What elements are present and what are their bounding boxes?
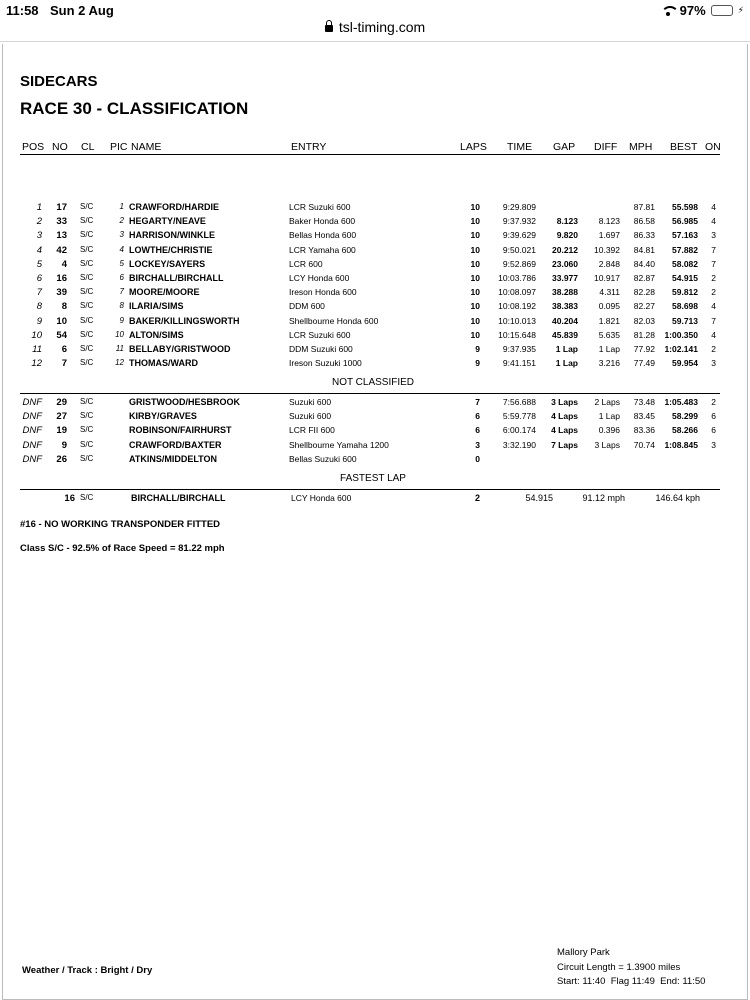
cell-pos: 4 <box>36 244 42 256</box>
header-time: TIME <box>507 141 533 153</box>
cell-mph: 82.03 <box>633 315 655 326</box>
fastest-lap-no: 16 <box>64 493 75 504</box>
note-transponder: #16 - NO WORKING TRANSPONDER FITTED <box>20 519 221 530</box>
cell-gap: 33.977 <box>552 273 578 283</box>
cell-gap: 20.212 <box>552 244 578 255</box>
cell-pos: 2 <box>36 216 42 228</box>
fastest-lap-number: 2 <box>474 493 480 503</box>
cell-name: ILARIA/SIMS <box>129 301 184 312</box>
header-mph: MPH <box>629 141 653 153</box>
cell-pic: 8 <box>119 301 124 311</box>
charging-icon: ⚡ <box>737 5 744 15</box>
cell-name: BELLABY/GRISTWOOD <box>129 344 231 354</box>
cell-gap: 1 Lap <box>555 344 578 354</box>
cell-laps: 10 <box>470 216 480 227</box>
cell-no: 19 <box>56 425 67 437</box>
cell-entry: Bellas Suzuki 600 <box>289 453 357 464</box>
cell-entry: DDM 600 <box>289 301 325 312</box>
cell-best: 58.266 <box>672 425 698 436</box>
table-row <box>0 230 746 244</box>
cell-cl: S/C <box>80 411 94 421</box>
cell-best: 59.812 <box>672 287 698 298</box>
cell-laps: 10 <box>470 329 480 340</box>
cell-best: 58.698 <box>672 301 698 312</box>
cell-mph: 82.87 <box>633 273 655 283</box>
cell-entry: Baker Honda 600 <box>289 216 356 227</box>
cell-mph: 73.48 <box>633 397 655 407</box>
header-laps: LAPS <box>460 141 487 153</box>
cell-laps: 10 <box>470 287 480 298</box>
cell-cl: S/C <box>80 344 94 353</box>
cell-cl: S/C <box>80 230 94 240</box>
cell-cl: S/C <box>80 453 94 463</box>
cell-pic: 6 <box>119 273 124 282</box>
cell-no: 29 <box>56 397 67 408</box>
cell-cl: S/C <box>80 216 94 226</box>
cell-cl: S/C <box>80 287 94 297</box>
cell-mph: 84.40 <box>633 258 655 269</box>
cell-entry: Shellbourne Honda 600 <box>289 315 379 326</box>
cell-mph: 77.92 <box>633 344 655 354</box>
cell-laps: 10 <box>470 244 480 255</box>
cell-name: LOCKEY/SAYERS <box>129 258 206 269</box>
date: Sun 2 Aug <box>50 3 114 18</box>
cell-diff: 0.095 <box>598 301 620 312</box>
cell-entry: LCR Suzuki 600 <box>289 329 351 340</box>
table-row <box>0 344 746 358</box>
cell-laps: 9 <box>475 358 480 369</box>
cell-laps: 10 <box>470 315 480 326</box>
cell-diff: 1 Lap <box>598 344 620 354</box>
cell-pos: 3 <box>36 230 42 242</box>
cell-gap: 3 Laps <box>551 397 578 407</box>
fastest-lap-divider <box>20 489 720 490</box>
cell-gap: 38.383 <box>552 301 578 312</box>
cell-on: 3 <box>711 439 716 450</box>
table-row <box>0 397 746 411</box>
cell-name: ALTON/SIMS <box>129 329 184 340</box>
cell-time: 9:50.021 <box>502 244 536 255</box>
cell-diff: 1.697 <box>598 230 620 241</box>
cell-on: 3 <box>711 358 716 369</box>
cell-pic: 4 <box>119 244 124 254</box>
cell-cl: S/C <box>80 202 94 211</box>
cell-cl: S/C <box>80 397 94 406</box>
fastest-lap-kph: 146.64 kph <box>655 493 700 503</box>
browser-status-bar <box>0 0 750 42</box>
cell-pos: 10 <box>31 329 42 341</box>
cell-best: 59.954 <box>672 358 698 369</box>
header-pos: POS <box>22 141 45 153</box>
cell-diff: 2 Laps <box>594 397 620 407</box>
cell-cl: S/C <box>80 329 94 339</box>
cell-gap: 40.204 <box>552 315 578 326</box>
cell-name: HARRISON/WINKLE <box>129 230 215 241</box>
cell-pic: 11 <box>115 344 124 353</box>
cell-no: 17 <box>56 202 67 213</box>
cell-name: ATKINS/MIDDELTON <box>129 453 217 464</box>
cell-entry: DDM Suzuki 600 <box>289 344 353 354</box>
cell-gap: 9.820 <box>556 230 578 241</box>
cell-laps: 0 <box>475 453 480 464</box>
cell-name: THOMAS/WARD <box>129 358 198 369</box>
cell-best: 1:02.141 <box>664 344 698 354</box>
table-row <box>0 411 746 425</box>
battery-icon <box>711 5 733 16</box>
cell-entry: Bellas Honda 600 <box>289 230 357 241</box>
cell-diff: 3 Laps <box>594 439 620 450</box>
table-row <box>0 273 746 287</box>
cell-name: BIRCHALL/BIRCHALL <box>129 273 224 283</box>
cell-no: 26 <box>56 453 67 465</box>
cell-gap: 4 Laps <box>551 411 578 422</box>
cell-on: 4 <box>711 202 716 212</box>
cell-gap: 4 Laps <box>551 425 578 436</box>
cell-on: 7 <box>711 258 716 269</box>
header-name: NAME <box>131 141 162 153</box>
cell-mph: 83.45 <box>633 411 655 422</box>
cell-pos: 6 <box>36 273 42 284</box>
cell-pic: 3 <box>119 230 124 240</box>
battery-percent: 97% <box>679 3 706 18</box>
table-row <box>0 202 746 216</box>
cell-cl: S/C <box>80 301 94 311</box>
fastest-lap-heading: FASTEST LAP <box>340 473 406 484</box>
session-times: Start: 11:40 Flag 11:49 End: 11:50 <box>557 976 706 987</box>
cell-on: 2 <box>711 287 716 298</box>
header-entry: ENTRY <box>291 141 327 153</box>
cell-mph: 86.33 <box>633 230 655 241</box>
cell-diff: 0.396 <box>598 425 620 436</box>
cell-pic: 5 <box>119 258 124 268</box>
cell-diff: 5.635 <box>598 329 620 340</box>
cell-diff: 3.216 <box>598 358 620 369</box>
cell-no: 42 <box>56 244 67 256</box>
cell-on: 6 <box>711 425 716 436</box>
cell-pos: DNF <box>22 439 42 451</box>
fastest-lap-class: S/C <box>80 493 94 502</box>
cell-entry: LCR 600 <box>289 258 323 269</box>
cell-no: 16 <box>56 273 67 284</box>
cell-time: 10:03.786 <box>498 273 536 283</box>
cell-laps: 10 <box>470 258 480 269</box>
note-race-speed: Class S/C - 92.5% of Race Speed = 81.22 mph <box>20 543 225 554</box>
system-indicators <box>661 3 744 18</box>
cell-diff: 1.821 <box>598 315 620 326</box>
cell-entry: LCY Honda 600 <box>289 273 350 283</box>
cell-name: CRAWFORD/HARDIE <box>129 202 219 212</box>
header-diff: DIFF <box>594 141 618 153</box>
cell-diff: 2.848 <box>598 258 620 269</box>
cell-time: 9:39.629 <box>502 230 536 241</box>
cell-cl: S/C <box>80 439 94 449</box>
cell-no: 10 <box>56 315 67 327</box>
cell-best: 58.299 <box>672 411 698 422</box>
cell-cl: S/C <box>80 258 94 268</box>
table-row <box>0 216 746 230</box>
cell-pic: 10 <box>115 329 124 339</box>
cell-laps: 6 <box>475 411 480 422</box>
cell-time: 9:52.869 <box>502 258 536 269</box>
cell-best: 59.713 <box>672 315 698 326</box>
cell-on: 2 <box>711 344 716 354</box>
cell-gap: 1 Lap <box>555 358 578 369</box>
cell-best: 57.882 <box>672 244 698 255</box>
cell-pos: DNF <box>22 411 42 423</box>
cell-no: 54 <box>56 329 67 341</box>
cell-laps: 10 <box>470 202 480 212</box>
cell-best: 54.915 <box>672 273 698 283</box>
cell-time: 9:29.809 <box>502 202 536 212</box>
cell-entry: Suzuki 600 <box>289 397 332 407</box>
cell-pic: 2 <box>119 216 124 226</box>
cell-cl: S/C <box>80 273 94 282</box>
cell-mph: 82.28 <box>633 287 655 298</box>
cell-mph: 70.74 <box>633 439 655 450</box>
cell-on: 6 <box>711 411 716 422</box>
cell-time: 5:59.778 <box>502 411 536 422</box>
cell-mph: 86.58 <box>633 216 655 227</box>
cell-laps: 3 <box>475 439 480 450</box>
cell-no: 4 <box>61 258 67 270</box>
url-text: tsl-timing.com <box>338 19 426 35</box>
cell-time: 9:41.151 <box>502 358 536 369</box>
cell-gap: 23.060 <box>552 258 578 269</box>
cell-entry: LCR Yamaha 600 <box>289 244 356 255</box>
header-divider <box>20 154 720 155</box>
cell-on: 4 <box>711 216 716 227</box>
cell-pos: DNF <box>22 397 42 408</box>
cell-time: 6:00.174 <box>502 425 536 436</box>
cell-time: 3:32.190 <box>502 439 536 450</box>
cell-mph: 84.81 <box>633 244 655 255</box>
cell-name: HEGARTY/NEAVE <box>129 216 206 227</box>
cell-best: 57.163 <box>672 230 698 241</box>
cell-entry: LCR FII 600 <box>289 425 335 436</box>
table-row <box>0 259 746 273</box>
cell-pos: 7 <box>36 287 42 299</box>
table-row <box>0 454 746 468</box>
table-row <box>0 330 746 344</box>
cell-entry: LCR Suzuki 600 <box>289 202 351 212</box>
cell-no: 9 <box>61 439 67 451</box>
table-row <box>0 245 746 259</box>
cell-pos: 12 <box>31 358 42 370</box>
cell-on: 2 <box>711 273 716 283</box>
cell-pos: 11 <box>32 344 42 355</box>
cell-pic: 9 <box>119 315 124 325</box>
table-row <box>0 316 746 330</box>
cell-laps: 9 <box>475 344 480 354</box>
cell-mph: 87.81 <box>633 202 655 212</box>
cell-time: 10:08.097 <box>498 287 536 298</box>
cell-diff: 10.917 <box>594 273 620 283</box>
cell-best: 1:08.845 <box>664 439 698 450</box>
not-classified-heading: NOT CLASSIFIED <box>331 377 415 388</box>
cell-laps: 7 <box>475 397 480 407</box>
fastest-lap-mph: 91.12 mph <box>582 493 625 503</box>
wifi-icon <box>661 6 675 16</box>
cell-cl: S/C <box>80 358 94 368</box>
table-row <box>0 440 746 454</box>
cell-diff: 10.392 <box>594 244 620 255</box>
cell-entry: Ireson Honda 600 <box>289 287 357 298</box>
cell-name: MOORE/MOORE <box>129 287 200 298</box>
cell-name: ROBINSON/FAIRHURST <box>129 425 232 436</box>
header-pic: PIC <box>110 141 128 153</box>
cell-no: 33 <box>56 216 67 228</box>
clock: 11:58 <box>6 3 39 18</box>
cell-time: 10:10.013 <box>498 315 536 326</box>
cell-best: 55.598 <box>672 202 698 212</box>
cell-best: 1:00.350 <box>664 329 698 340</box>
cell-name: GRISTWOOD/HESBROOK <box>129 397 241 407</box>
cell-diff: 8.123 <box>598 216 620 227</box>
cell-no: 27 <box>56 411 67 423</box>
venue: Mallory Park <box>557 947 610 958</box>
cell-name: BAKER/KILLINGSWORTH <box>129 315 240 326</box>
table-row <box>0 425 746 439</box>
cell-time: 7:56.688 <box>502 397 536 407</box>
header-best: BEST <box>670 141 698 153</box>
table-row <box>0 358 746 372</box>
cell-mph: 82.27 <box>633 301 655 312</box>
header-on: ON <box>705 141 721 153</box>
cell-entry: Ireson Suzuki 1000 <box>289 358 362 369</box>
cell-pos: DNF <box>22 453 42 465</box>
cell-entry: Suzuki 600 <box>289 411 332 422</box>
cell-pic: 12 <box>115 358 124 368</box>
cell-on: 4 <box>711 301 716 312</box>
cell-mph: 77.49 <box>633 358 655 369</box>
cell-best: 56.985 <box>672 216 698 227</box>
table-row <box>0 287 746 301</box>
cell-pic: 1 <box>119 202 124 211</box>
cell-time: 10:15.648 <box>498 329 536 340</box>
cell-pos: 9 <box>36 315 42 327</box>
cell-diff: 4.311 <box>599 287 620 298</box>
lock-icon <box>325 25 333 32</box>
cell-laps: 10 <box>470 230 480 241</box>
circuit-length: Circuit Length = 1.3900 miles <box>557 962 681 973</box>
header-gap: GAP <box>553 141 576 153</box>
cell-time: 10:08.192 <box>498 301 536 312</box>
cell-on: 2 <box>711 397 716 407</box>
cell-name: CRAWFORD/BAXTER <box>129 439 222 450</box>
header-no: NO <box>52 141 68 153</box>
cell-on: 3 <box>711 230 716 241</box>
cell-time: 9:37.932 <box>502 216 536 227</box>
cell-mph: 83.36 <box>633 425 655 436</box>
cell-on: 7 <box>711 244 716 255</box>
address-bar[interactable] <box>0 19 750 35</box>
not-classified-divider <box>20 393 720 394</box>
cell-no: 7 <box>61 358 67 370</box>
cell-on: 4 <box>711 329 716 340</box>
cell-gap: 8.123 <box>556 216 578 227</box>
cell-time: 9:37.935 <box>502 344 536 354</box>
cell-gap: 7 Laps <box>551 439 578 450</box>
cell-no: 6 <box>61 344 67 355</box>
cell-entry: Shellbourne Yamaha 1200 <box>289 439 389 450</box>
cell-cl: S/C <box>80 315 94 325</box>
series-title: SIDECARS <box>20 73 98 90</box>
header-cl: CL <box>81 141 95 153</box>
table-row <box>0 301 746 315</box>
cell-diff: 1 Lap <box>598 411 620 422</box>
cell-cl: S/C <box>80 425 94 435</box>
cell-gap: 45.839 <box>552 329 578 340</box>
cell-cl: S/C <box>80 244 94 254</box>
cell-on: 7 <box>711 315 716 326</box>
page-title: RACE 30 - CLASSIFICATION <box>20 99 249 118</box>
cell-no: 39 <box>56 287 67 299</box>
cell-name: LOWTHE/CHRISTIE <box>129 244 213 255</box>
cell-best: 58.082 <box>672 258 698 269</box>
cell-no: 8 <box>61 301 67 313</box>
fastest-lap-entry: LCY Honda 600 <box>291 493 352 503</box>
cell-pos: 5 <box>36 258 42 270</box>
cell-name: KIRBY/GRAVES <box>129 411 197 422</box>
cell-best: 1:05.483 <box>664 397 698 407</box>
cell-laps: 6 <box>475 425 480 436</box>
cell-gap: 38.288 <box>552 287 578 298</box>
fastest-lap-time: 54.915 <box>525 493 553 503</box>
cell-laps: 10 <box>470 273 480 283</box>
weather-track: Weather / Track : Bright / Dry <box>22 965 153 976</box>
cell-pic: 7 <box>119 287 124 297</box>
cell-pos: DNF <box>22 425 42 437</box>
fastest-lap-name: BIRCHALL/BIRCHALL <box>131 493 226 503</box>
cell-laps: 10 <box>470 301 480 312</box>
cell-pos: 8 <box>36 301 42 313</box>
cell-no: 13 <box>56 230 67 242</box>
cell-mph: 81.28 <box>633 329 655 340</box>
cell-pos: 1 <box>36 202 42 213</box>
